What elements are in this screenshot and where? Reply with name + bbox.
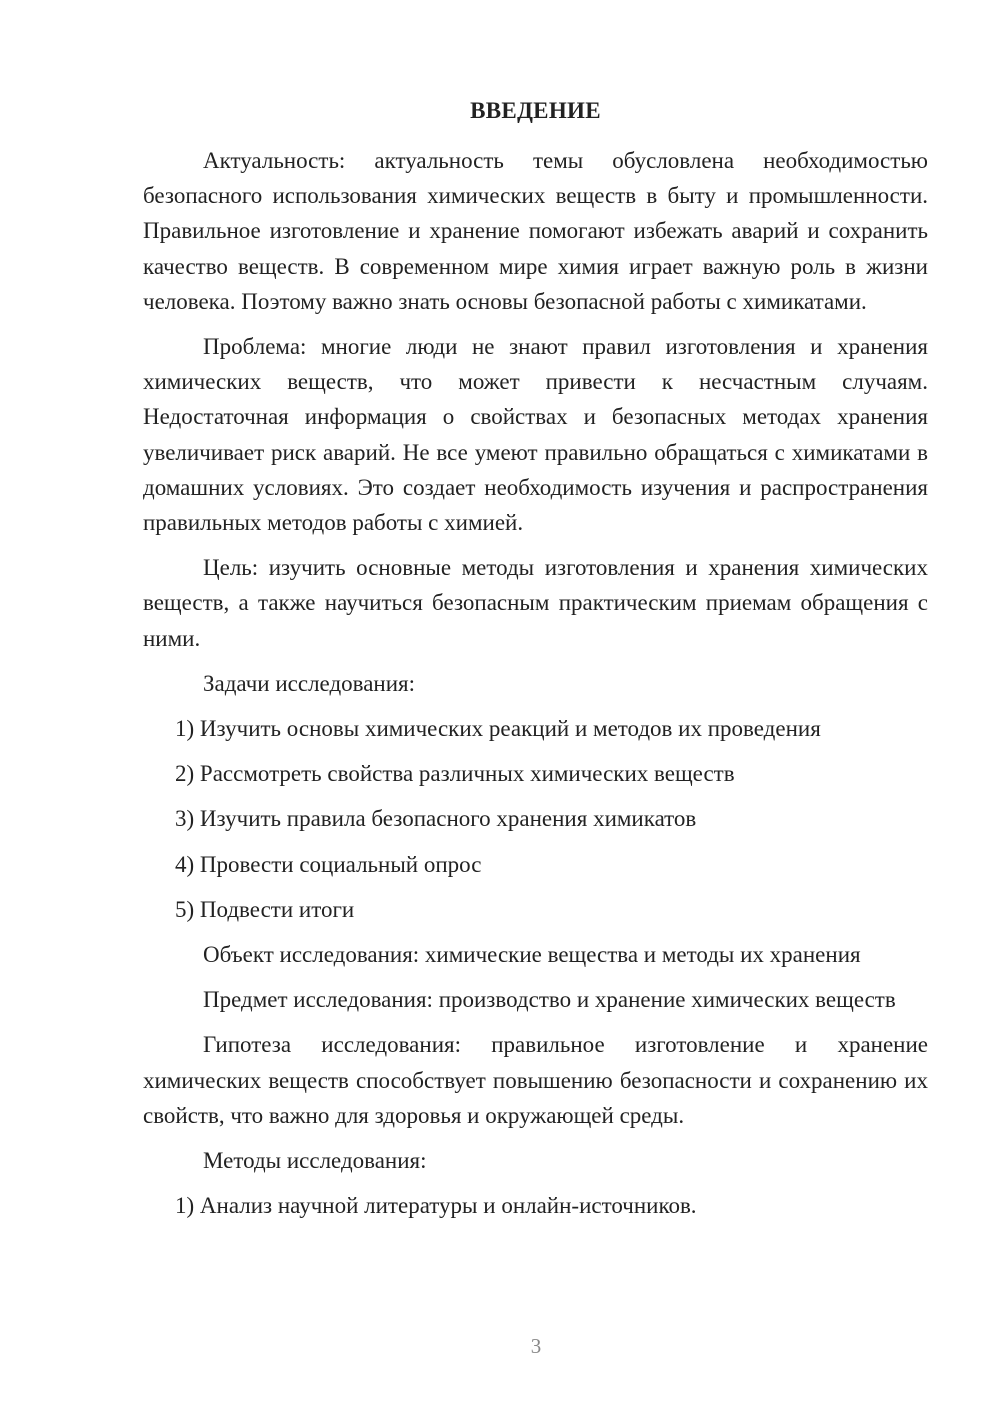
method-item: 1) Анализ научной литературы и онлайн-источников. [175,1193,697,1219]
task-item: 5) Подвести итоги [175,896,355,922]
relevance-paragraph: Актуальность: актуальность темы обусловлена необходимостью безопасного использования химических веществ в быту и промышленности. Правильное изготовление и хранение помогают избежать аварий и сохранить качество веществ. В современном мире химия играет важную роль в жизни человека. Поэтому важно знать основы безопасной работы с химикатами. [143,148,928,314]
hypothesis-paragraph: Гипотеза исследования: правильное изготовление и хранение химических веществ способствует повышению безопасности и сохранению их свойств, что важно для здоровья и окружающей среды. [143,1032,928,1128]
task-item: 1) Изучить основы химических реакций и методов их проведения [175,716,821,742]
document-body [143,143,928,1223]
section-title: ВВЕДЕНИЕ [470,98,601,123]
problem-paragraph: Проблема: многие люди не знают правил изготовления и хранения химических веществ, что может привести к несчастным случаям. Недостаточная информация о свойствах и безопасных методах хранения увеличивает риск аварий. Не все умеют правильно обращаться с химикатами в домашних условиях. Это создает необходимость изучения и распространения правильных методов работы с химией. [143,334,928,536]
task-item: 3) Изучить правила безопасного хранения химикатов [175,806,697,832]
task-item: 4) Провести социальный опрос [175,851,482,877]
page-number: 3 [530,1334,542,1358]
task-item: 2) Рассмотреть свойства различных химических веществ [175,761,735,787]
methods-heading: Методы исследования: [203,1148,427,1174]
subject-paragraph: Предмет исследования: производство и хранение химических веществ [203,987,896,1013]
goal-paragraph: Цель: изучить основные методы изготовления и хранения химических веществ, а также научиться безопасным практическим приемам обращения с ними. [143,555,928,651]
tasks-heading: Задачи исследования: [203,670,416,696]
object-paragraph: Объект исследования: химические вещества и методы их хранения [203,942,861,968]
